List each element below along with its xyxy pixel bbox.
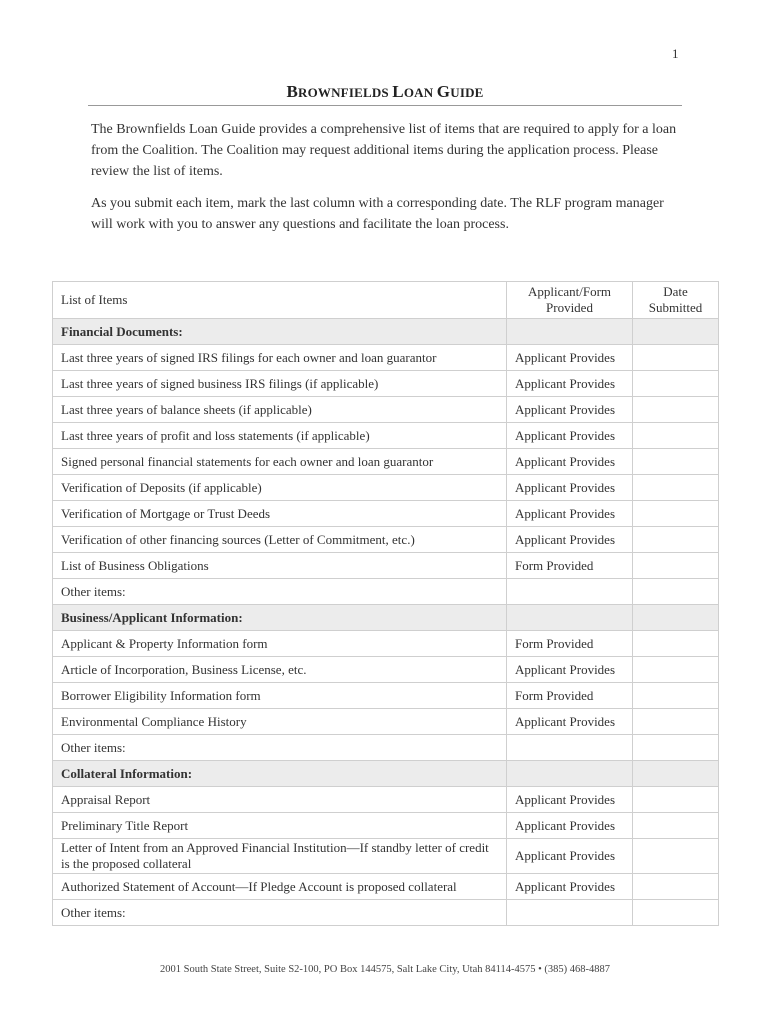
table-row: [53, 683, 719, 709]
table-row: [53, 631, 719, 657]
page-footer: 2001 South State Street, Suite S2-100, PO Box 144575, Salt Lake City, Utah 84114-4575 • (385) 468-4887: [160, 964, 610, 975]
table-row: [53, 579, 719, 605]
date-submitted-cell[interactable]: [633, 527, 719, 553]
date-submitted-cell[interactable]: [633, 813, 719, 839]
section-heading-row: [53, 319, 719, 345]
page-title: BROWNFIELDS LOAN GUIDE: [286, 82, 484, 101]
date-submitted-cell[interactable]: [633, 735, 719, 761]
table-row: [53, 839, 719, 874]
item-provided-by: [507, 900, 633, 926]
item-provided-by: Applicant Provides: [507, 709, 633, 735]
date-submitted-cell[interactable]: [633, 501, 719, 527]
table-row: [53, 874, 719, 900]
section-blank-cell: [507, 605, 633, 631]
item-name: Environmental Compliance History: [53, 709, 507, 735]
item-provided-by: Form Provided: [507, 631, 633, 657]
section-heading-row: [53, 605, 719, 631]
table-header-row: [53, 282, 719, 319]
item-name: Last three years of signed business IRS filings (if applicable): [53, 371, 507, 397]
item-provided-by: Applicant Provides: [507, 657, 633, 683]
section-blank-cell: [507, 761, 633, 787]
item-provided-by: Applicant Provides: [507, 501, 633, 527]
header-list-of-items: List of Items: [53, 282, 507, 319]
item-provided-by: Applicant Provides: [507, 874, 633, 900]
section-heading: Financial Documents:: [53, 319, 507, 345]
date-submitted-cell[interactable]: [633, 423, 719, 449]
table-row: [53, 553, 719, 579]
date-submitted-cell[interactable]: [633, 900, 719, 926]
item-name: Last three years of profit and loss statements (if applicable): [53, 423, 507, 449]
instructions-paragraph: As you submit each item, mark the last column with a corresponding date. The RLF program manager will work with you to answer any questions and facilitate the loan process.: [91, 196, 664, 232]
item-name: Applicant & Property Information form: [53, 631, 507, 657]
item-name: Last three years of balance sheets (if applicable): [53, 397, 507, 423]
item-provided-by: Applicant Provides: [507, 397, 633, 423]
table-row: [53, 813, 719, 839]
item-provided-by: Form Provided: [507, 553, 633, 579]
item-name: Authorized Statement of Account—If Pledge Account is proposed collateral: [53, 874, 507, 900]
item-provided-by: Applicant Provides: [507, 475, 633, 501]
date-submitted-cell[interactable]: [633, 874, 719, 900]
item-provided-by: Applicant Provides: [507, 423, 633, 449]
section-blank-cell: [633, 605, 719, 631]
date-submitted-cell[interactable]: [633, 839, 719, 874]
item-name: Article of Incorporation, Business License, etc.: [53, 657, 507, 683]
table-row: [53, 371, 719, 397]
item-name: Verification of Deposits (if applicable): [53, 475, 507, 501]
section-heading: Collateral Information:: [53, 761, 507, 787]
date-submitted-cell[interactable]: [633, 709, 719, 735]
item-name: Borrower Eligibility Information form: [53, 683, 507, 709]
table-row: [53, 449, 719, 475]
table-row: [53, 423, 719, 449]
table-row: [53, 900, 719, 926]
item-name: Preliminary Title Report: [53, 813, 507, 839]
section-heading-row: [53, 761, 719, 787]
date-submitted-cell[interactable]: [633, 371, 719, 397]
table-row: [53, 501, 719, 527]
date-submitted-cell[interactable]: [633, 475, 719, 501]
table-row: [53, 657, 719, 683]
page-number: 1: [672, 46, 679, 61]
section-heading: Business/Applicant Information:: [53, 605, 507, 631]
item-provided-by: [507, 735, 633, 761]
item-name: List of Business Obligations: [53, 553, 507, 579]
date-submitted-cell[interactable]: [633, 631, 719, 657]
item-name: Appraisal Report: [53, 787, 507, 813]
section-blank-cell: [507, 319, 633, 345]
date-submitted-cell[interactable]: [633, 657, 719, 683]
item-provided-by: Applicant Provides: [507, 371, 633, 397]
table-row: [53, 345, 719, 371]
title-divider: [88, 105, 682, 106]
item-provided-by: Applicant Provides: [507, 345, 633, 371]
item-provided-by: Applicant Provides: [507, 449, 633, 475]
table-row: [53, 709, 719, 735]
item-provided-by: Form Provided: [507, 683, 633, 709]
table-row: [53, 787, 719, 813]
section-blank-cell: [633, 319, 719, 345]
item-provided-by: [507, 579, 633, 605]
date-submitted-cell[interactable]: [633, 683, 719, 709]
table-row: [53, 475, 719, 501]
date-submitted-cell[interactable]: [633, 787, 719, 813]
date-submitted-cell[interactable]: [633, 449, 719, 475]
item-provided-by: Applicant Provides: [507, 813, 633, 839]
item-provided-by: Applicant Provides: [507, 839, 633, 874]
item-name: Letter of Intent from an Approved Financial Institution—If standby letter of credit is the proposed collateral: [53, 839, 507, 874]
table-row: [53, 527, 719, 553]
header-provided: Applicant/Form Provided: [507, 282, 633, 319]
loan-items-table: [52, 281, 719, 926]
item-provided-by: Applicant Provides: [507, 787, 633, 813]
item-name: Last three years of signed IRS filings for each owner and loan guarantor: [53, 345, 507, 371]
item-name: Other items:: [53, 735, 507, 761]
date-submitted-cell[interactable]: [633, 397, 719, 423]
table-row: [53, 397, 719, 423]
item-name: Other items:: [53, 900, 507, 926]
item-name: Verification of Mortgage or Trust Deeds: [53, 501, 507, 527]
intro-paragraph: The Brownfields Loan Guide provides a comprehensive list of items that are required to apply for a loan from the Coalition. The Coalition may request additional items during the application process. Please review the list of items.: [91, 122, 677, 179]
date-submitted-cell[interactable]: [633, 553, 719, 579]
date-submitted-cell[interactable]: [633, 345, 719, 371]
item-name: Signed personal financial statements for each owner and loan guarantor: [53, 449, 507, 475]
table-row: [53, 735, 719, 761]
item-name: Verification of other financing sources (Letter of Commitment, etc.): [53, 527, 507, 553]
date-submitted-cell[interactable]: [633, 579, 719, 605]
header-date-submitted: Date Submitted: [633, 282, 719, 319]
section-blank-cell: [633, 761, 719, 787]
item-name: Other items:: [53, 579, 507, 605]
item-provided-by: Applicant Provides: [507, 527, 633, 553]
